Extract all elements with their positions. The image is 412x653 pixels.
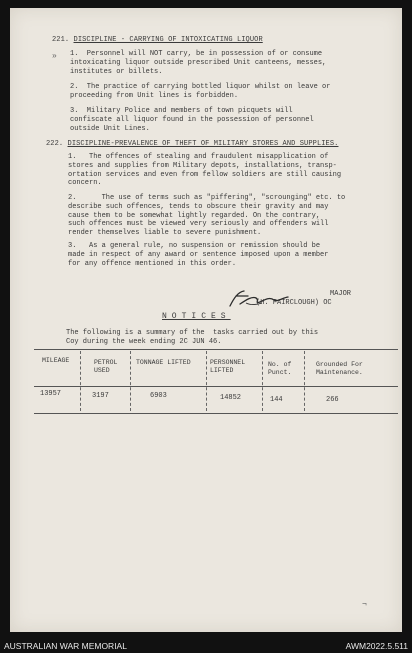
table-header-mileage: MILEAGE [42, 357, 70, 364]
table-col-separator [80, 351, 81, 411]
table-header-punctures: No. of Punct. [268, 361, 292, 376]
signature-name: (H. FAIRCLOUGH) OC [256, 299, 332, 307]
section-222-para-3: 3. As a general rule, no suspension or remission should be made in respect of any award or sentence imposed upon a member for any offence mentioned in this order. [68, 242, 329, 268]
table-cell-mileage: 13957 [40, 390, 62, 398]
section-221-para-3: 3. Military Police and members of town picquets will confiscate all liquor found in the possession of personnel outside Unit Lines. [70, 107, 314, 133]
section-222-para-1: 1. The offences of stealing and fraudulent misapplication of stores and supplies from Military depots, installations, transp- ortation services and even from fellow soldiers are still causing concern. [68, 153, 342, 188]
table-header-petrol: PETROL USED [94, 359, 118, 374]
table-header-personnel: PERSONNEL LIFTED [210, 359, 246, 374]
footer-accession-number: AWM2022.5.511 [345, 641, 408, 651]
section-221-heading [52, 36, 263, 44]
table-mid-rule [34, 386, 398, 387]
table-cell-grounded: 266 [326, 396, 339, 404]
table-col-separator [304, 351, 305, 411]
margin-mark: » [52, 52, 57, 61]
signature-rank: MAJOR [330, 290, 352, 298]
section-222-para-2: 2. The use of terms such as "piffering", "scrounging" etc. to describe such offences, tends to obscure their gravity and may cause them to be somewhat lightly regarded. On the contrary, such offences must be viewed very seriously and offenders will render themselves liable to severe punishment. [68, 194, 346, 238]
footer-institution: AUSTRALIAN WAR MEMORIAL [4, 641, 127, 651]
table-col-separator [262, 351, 263, 411]
table-header-tonnage: TONNAGE LIFTED [136, 359, 191, 366]
table-bottom-rule [34, 413, 398, 414]
table-col-separator [206, 351, 207, 411]
table-cell-tonnage: 6903 [150, 392, 167, 400]
section-221-number: 221. [52, 36, 70, 44]
table-cell-punctures: 144 [270, 396, 283, 404]
section-221-para-2: 2. The practice of carrying bottled liquor whilst on leave or proceeding from Unit lines is forbidden. [70, 83, 331, 100]
section-222-number: 222. [46, 140, 64, 148]
notices-title: NOTICES [162, 312, 231, 321]
table-top-rule [34, 349, 398, 350]
notices-intro: The following is a summary of the tasks carried out by this Coy during the week ending 2C JUN 46. [66, 329, 319, 346]
table-cell-petrol: 3197 [92, 392, 109, 400]
margin-mark: ¬ [362, 600, 367, 609]
table-header-grounded: Grounded For Maintenance. [316, 361, 363, 376]
section-221-para-1: 1. Personnel will NOT carry, be in possession of or consume intoxicating liquor outside prescribed Unit canteens, messes, institutes or billets. [70, 50, 327, 76]
section-221-title: DISCIPLINE - CARRYING OF INTOXICATING LIQUOR [73, 36, 263, 44]
table-col-separator [130, 351, 131, 411]
archive-footer [0, 638, 412, 653]
table-cell-personnel: 14852 [220, 394, 242, 402]
section-222-title: DISCIPLINE-PREVALENCE OF THEFT OF MILITARY STORES AND SUPPLIES. [67, 140, 339, 148]
section-222-heading [46, 140, 338, 148]
document-page [10, 8, 402, 632]
